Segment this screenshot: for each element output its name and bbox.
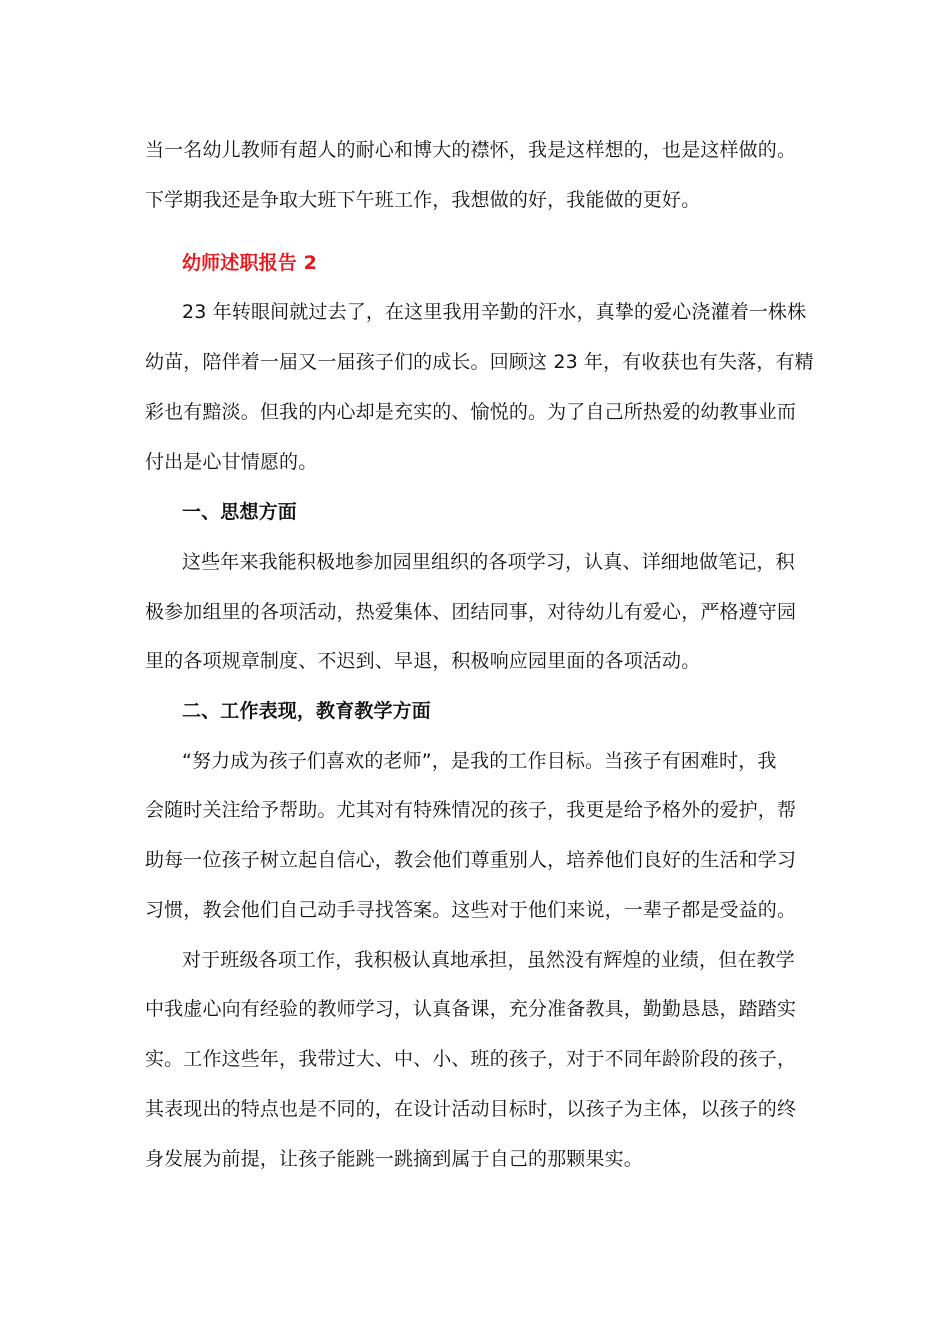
paragraph-line: 付出是心甘情愿的。 bbox=[145, 451, 318, 473]
paragraph-line: “努力成为孩子们喜欢的老师”，是我的工作目标。当孩子有困难时，我 bbox=[182, 750, 777, 772]
report-title: 幼师述职报告 2 bbox=[182, 252, 318, 274]
paragraph-line: 其表现出的特点也是不同的，在设计活动目标时，以孩子为主体，以孩子的终 bbox=[145, 1098, 797, 1120]
section-heading: 一、思想方面 bbox=[182, 501, 297, 523]
paragraph-line: 对于班级各项工作，我积极认真地承担，虽然没有辉煌的业绩，但在教学 bbox=[182, 949, 795, 971]
paragraph-line: 23 年转眼间就过去了，在这里我用辛勤的汗水，真挚的爱心浇灌着一株株 bbox=[182, 301, 807, 323]
section-heading: 二、工作表现，教育教学方面 bbox=[182, 700, 431, 722]
paragraph-line: 这些年来我能积极地参加园里组织的各项学习，认真、详细地做笔记，积 bbox=[182, 551, 795, 573]
paragraph-line: 身发展为前提，让孩子能跳一跳摘到属于自己的那颗果实。 bbox=[145, 1148, 643, 1170]
intro-line: 当一名幼儿教师有超人的耐心和博大的襟怀，我是这样想的，也是这样做的。 bbox=[145, 139, 797, 161]
paragraph-line: 彩也有黯淡。但我的内心却是充实的、愉悦的。为了自己所热爱的幼教事业而 bbox=[145, 401, 797, 423]
paragraph-line: 里的各项规章制度、不迟到、早退，积极响应园里面的各项活动。 bbox=[145, 650, 701, 672]
paragraph-line: 实。工作这些年，我带过大、中、小、班的孩子，对于不同年龄阶段的孩子， bbox=[145, 1048, 797, 1070]
paragraph-line: 会随时关注给予帮助。尤其对有特殊情况的孩子，我更是给予格外的爱护，帮 bbox=[145, 799, 797, 821]
paragraph-line: 幼苗，陪伴着一届又一届孩子们的成长。回顾这 23 年，有收获也有失落，有精 bbox=[145, 351, 814, 373]
intro-line: 下学期我还是争取大班下午班工作，我想做的好，我能做的更好。 bbox=[145, 189, 701, 211]
paragraph-line: 极参加组里的各项活动，热爱集体、团结同事，对待幼儿有爱心，严格遵守园 bbox=[145, 601, 797, 623]
paragraph-line: 助每一位孩子树立起自信心，教会他们尊重别人，培养他们良好的生活和学习 bbox=[145, 849, 797, 871]
paragraph-line: 中我虚心向有经验的教师学习，认真备课，充分准备教具，勤勤恳恳，踏踏实 bbox=[145, 998, 797, 1020]
paragraph-line: 习惯，教会他们自己动手寻找答案。这些对于他们来说，一辈子都是受益的。 bbox=[145, 899, 797, 921]
